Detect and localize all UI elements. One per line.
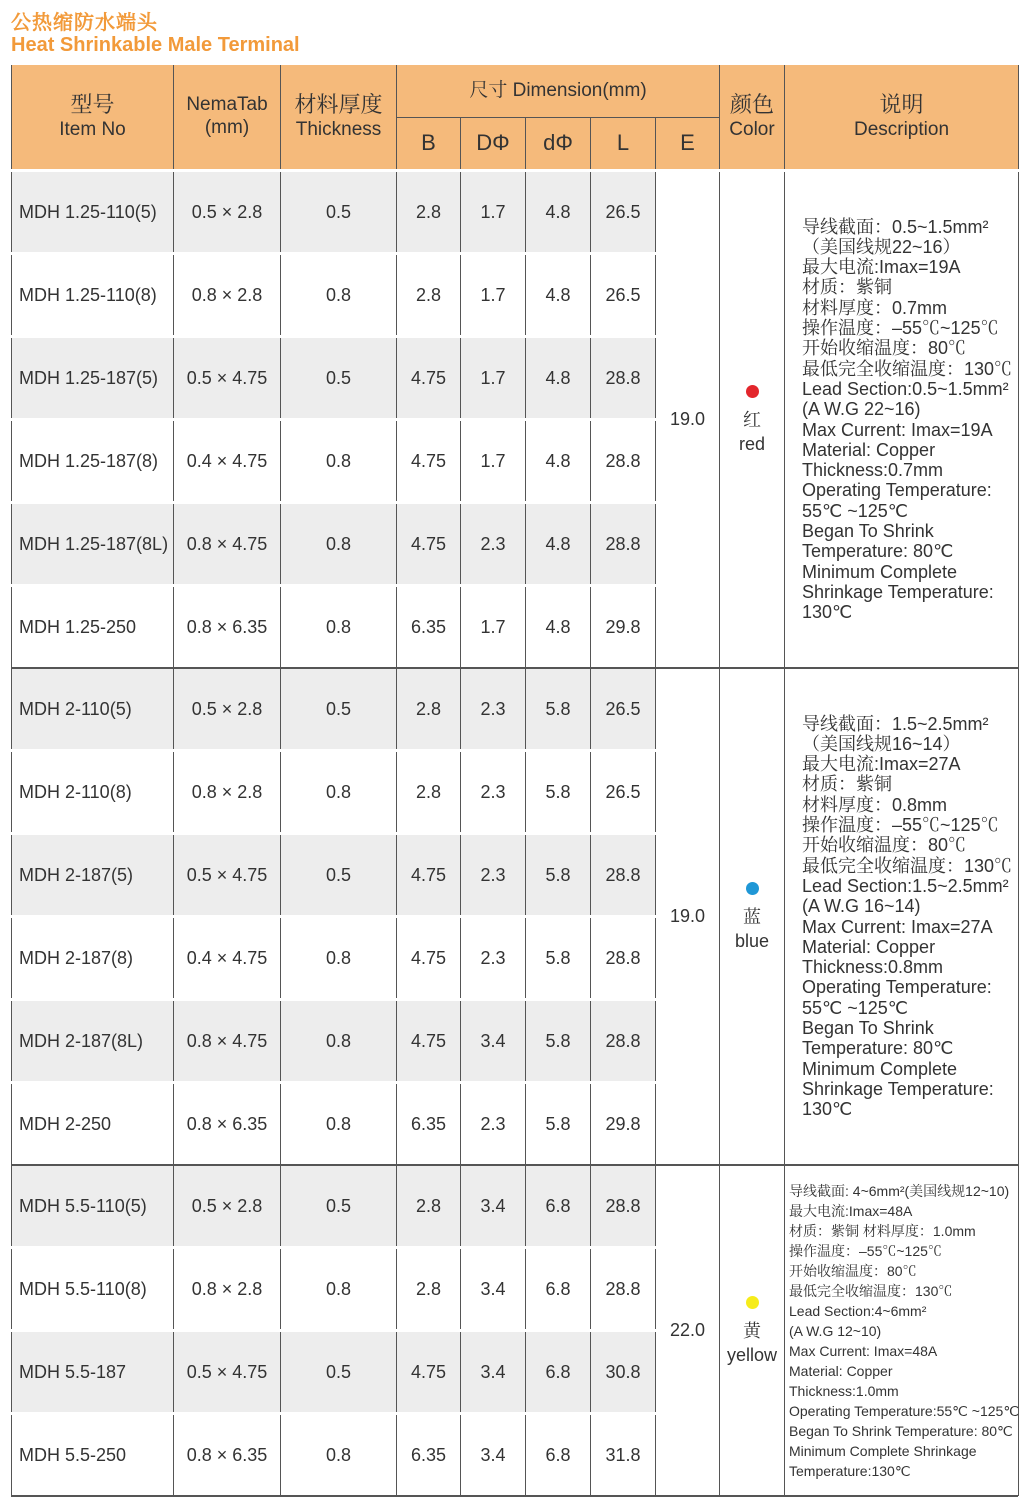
cell-d-outer: 1.7 — [461, 254, 526, 337]
cell-nematab: 0.5 × 4.75 — [174, 834, 281, 917]
cell-item-no: MDH 2-187(8) — [12, 917, 174, 1000]
cell-d-inner: 6.8 — [526, 1414, 591, 1496]
cell-l: 30.8 — [591, 1331, 656, 1414]
cell-thickness: 0.5 — [281, 1165, 397, 1248]
description-line: Temperature: 80℃ — [802, 1038, 954, 1059]
cell-e: 19.0 — [656, 171, 720, 669]
description-line: 导线截面：1.5~2.5mm² — [802, 713, 989, 734]
description-line: 材质：紫铜 — [802, 774, 892, 795]
description-line: 操作温度：–55℃~125℃ — [802, 318, 999, 339]
description-line: Shrinkage Temperature: — [802, 1078, 994, 1099]
cell-thickness: 0.5 — [281, 337, 397, 420]
cell-item-no: MDH 1.25-110(5) — [12, 171, 174, 254]
cell-thickness: 0.8 — [281, 503, 397, 586]
header-d-inner: dΦ — [526, 118, 591, 171]
cell-d-outer: 3.4 — [461, 1331, 526, 1414]
description-line: 导线截面: 4~6mm²(美国线规12~10) — [789, 1182, 1010, 1199]
header-dimension: 尺寸 Dimension(mm) — [397, 65, 720, 118]
description-line: (A W.G 12~10) — [789, 1322, 882, 1339]
description-line: 导线截面：0.5~1.5mm² — [802, 216, 989, 237]
cell-thickness: 0.8 — [281, 1248, 397, 1331]
cell-description — [785, 171, 1019, 669]
description-line: Material: Copper — [789, 1362, 893, 1379]
cell-b: 4.75 — [397, 834, 461, 917]
cell-item-no: MDH 5.5-110(5) — [12, 1165, 174, 1248]
description-line: Operating Temperature: — [802, 480, 992, 501]
cell-item-no: MDH 2-110(8) — [12, 751, 174, 834]
cell-d-inner: 4.8 — [526, 171, 591, 254]
cell-thickness: 0.8 — [281, 1083, 397, 1166]
cell-d-inner: 5.8 — [526, 1000, 591, 1083]
cell-item-no: MDH 2-187(5) — [12, 834, 174, 917]
cell-l: 26.5 — [591, 254, 656, 337]
description-line: 130℃ — [802, 1099, 853, 1120]
cell-l: 28.8 — [591, 420, 656, 503]
description-line: Material: Copper — [802, 936, 936, 957]
cell-d-outer: 2.3 — [461, 751, 526, 834]
cell-item-no: MDH 2-110(5) — [12, 668, 174, 751]
cell-item-no: MDH 5.5-250 — [12, 1414, 174, 1496]
cell-nematab: 0.8 × 6.35 — [174, 586, 281, 669]
cell-l: 28.8 — [591, 1000, 656, 1083]
cell-item-no: MDH 1.25-110(8) — [12, 254, 174, 337]
description-line: (A W.G 16~14) — [802, 896, 921, 917]
cell-l: 26.5 — [591, 668, 656, 751]
description-line: 最低完全收缩温度：130℃ — [802, 855, 1013, 876]
description-line: Began To Shrink — [802, 1017, 934, 1038]
cell-l: 28.8 — [591, 1165, 656, 1248]
cell-d-inner: 5.8 — [526, 834, 591, 917]
cell-e: 19.0 — [656, 668, 720, 1165]
cell-item-no: MDH 5.5-110(8) — [12, 1248, 174, 1331]
cell-d-outer: 2.3 — [461, 668, 526, 751]
description-line: Lead Section:4~6mm² — [789, 1302, 927, 1319]
description-line: 材质：紫铜 材料厚度：1.0mm — [789, 1222, 976, 1239]
cell-l: 28.8 — [591, 917, 656, 1000]
cell-thickness: 0.8 — [281, 1000, 397, 1083]
cell-color — [720, 668, 785, 1165]
spec-table — [11, 65, 1019, 1496]
description-line: Max Current: Imax=48A — [789, 1342, 938, 1359]
header-item-no: 型号 Item No — [12, 65, 174, 171]
cell-thickness: 0.8 — [281, 586, 397, 669]
cell-item-no: MDH 1.25-187(8) — [12, 420, 174, 503]
description-line: 开始收缩温度：80℃ — [802, 338, 967, 359]
cell-nematab: 0.5 × 4.75 — [174, 1331, 281, 1414]
cell-nematab: 0.4 × 4.75 — [174, 917, 281, 1000]
cell-l: 28.8 — [591, 503, 656, 586]
cell-d-outer: 1.7 — [461, 337, 526, 420]
cell-nematab: 0.8 × 6.35 — [174, 1414, 281, 1496]
header-thickness: 材料厚度 Thickness — [281, 65, 397, 171]
cell-item-no: MDH 2-250 — [12, 1083, 174, 1166]
description-line: 最低完全收缩温度：130℃ — [802, 358, 1013, 379]
description-line: Thickness:0.7mm — [802, 460, 944, 481]
cell-b: 4.75 — [397, 1331, 461, 1414]
cell-d-inner: 4.8 — [526, 420, 591, 503]
description-line: 最大电流:Imax=48A — [789, 1202, 913, 1219]
cell-nematab: 0.5 × 2.8 — [174, 1165, 281, 1248]
description-line: (A W.G 22~16) — [802, 399, 921, 420]
header-d-outer: DΦ — [461, 118, 526, 171]
description-line: Operating Temperature:55℃ ~125℃ — [789, 1402, 1020, 1419]
header-b: B — [397, 118, 461, 171]
header-nematab: NemaTab (mm) — [174, 65, 281, 171]
page-title-en: Heat Shrinkable Male Terminal — [11, 34, 300, 56]
color-label-cn: 黄 — [743, 1320, 761, 1341]
cell-description — [785, 1165, 1019, 1496]
cell-item-no: MDH 1.25-187(5) — [12, 337, 174, 420]
cell-d-inner: 6.8 — [526, 1248, 591, 1331]
cell-b: 2.8 — [397, 1165, 461, 1248]
description-line: Minimum Complete Shrinkage — [789, 1442, 977, 1459]
color-dot-icon — [746, 385, 759, 398]
color-label-en: red — [738, 433, 765, 454]
cell-l: 29.8 — [591, 1083, 656, 1166]
cell-item-no: MDH 5.5-187 — [12, 1331, 174, 1414]
cell-e: 22.0 — [656, 1165, 720, 1496]
description-line: 材质：紫铜 — [802, 277, 892, 298]
description-line: 55℃ ~125℃ — [802, 500, 908, 521]
description-line: 材料厚度：0.8mm — [802, 794, 948, 815]
header-l: L — [591, 118, 656, 171]
cell-b: 6.35 — [397, 586, 461, 669]
table-row — [12, 171, 1019, 254]
cell-nematab: 0.4 × 4.75 — [174, 420, 281, 503]
cell-item-no: MDH 2-187(8L) — [12, 1000, 174, 1083]
description-line: 开始收缩温度：80℃ — [789, 1262, 917, 1279]
cell-d-inner: 6.8 — [526, 1165, 591, 1248]
description-line: （美国线规16~14） — [802, 733, 961, 754]
description-line: Thickness:0.8mm — [802, 957, 944, 978]
description-line: Began To Shrink — [802, 520, 934, 541]
table-row — [12, 668, 1019, 751]
description-line: Minimum Complete — [802, 1058, 958, 1079]
cell-nematab: 0.8 × 4.75 — [174, 1000, 281, 1083]
cell-thickness: 0.5 — [281, 171, 397, 254]
cell-d-inner: 4.8 — [526, 503, 591, 586]
description-line: 最大电流:Imax=19A — [802, 257, 961, 278]
description-line: Temperature: 80℃ — [802, 541, 954, 562]
cell-thickness: 0.8 — [281, 420, 397, 503]
cell-d-outer: 1.7 — [461, 586, 526, 669]
color-dot-icon — [746, 1296, 759, 1309]
cell-d-inner: 6.8 — [526, 1331, 591, 1414]
cell-b: 6.35 — [397, 1414, 461, 1496]
cell-d-outer: 1.7 — [461, 171, 526, 254]
description-line: Max Current: Imax=27A — [802, 916, 993, 937]
cell-b: 4.75 — [397, 420, 461, 503]
cell-nematab: 0.8 × 6.35 — [174, 1083, 281, 1166]
cell-color — [720, 1165, 785, 1496]
cell-l: 28.8 — [591, 834, 656, 917]
cell-d-inner: 5.8 — [526, 1083, 591, 1166]
color-label-en: blue — [734, 930, 770, 951]
description-line: Lead Section:0.5~1.5mm² — [802, 378, 1009, 399]
cell-b: 2.8 — [397, 171, 461, 254]
cell-l: 28.8 — [591, 337, 656, 420]
cell-d-outer: 3.4 — [461, 1165, 526, 1248]
cell-description — [785, 668, 1019, 1165]
cell-nematab: 0.5 × 2.8 — [174, 668, 281, 751]
cell-b: 4.75 — [397, 503, 461, 586]
cell-thickness: 0.8 — [281, 917, 397, 1000]
color-label-en: yellow — [726, 1344, 778, 1365]
description-line: Lead Section:1.5~2.5mm² — [802, 875, 1009, 896]
header-color: 颜色 Color — [720, 65, 785, 171]
description-line: 130℃ — [802, 602, 853, 623]
color-label-cn: 蓝 — [743, 906, 761, 927]
color-dot-icon — [746, 882, 759, 895]
cell-d-outer: 2.3 — [461, 503, 526, 586]
cell-d-inner: 5.8 — [526, 917, 591, 1000]
cell-thickness: 0.8 — [281, 254, 397, 337]
cell-b: 2.8 — [397, 668, 461, 751]
cell-d-outer: 2.3 — [461, 1083, 526, 1166]
color-label-cn: 红 — [743, 409, 761, 430]
cell-l: 31.8 — [591, 1414, 656, 1496]
cell-b: 2.8 — [397, 254, 461, 337]
cell-thickness: 0.5 — [281, 1331, 397, 1414]
header-description: 说明 Description — [785, 65, 1019, 171]
cell-item-no: MDH 1.25-187(8L) — [12, 503, 174, 586]
cell-thickness: 0.8 — [281, 1414, 397, 1496]
description-line: 操作温度：–55℃~125℃ — [789, 1242, 942, 1259]
description-line: Began To Shrink Temperature: 80℃ — [789, 1422, 1013, 1439]
cell-b: 2.8 — [397, 1248, 461, 1331]
cell-nematab: 0.8 × 4.75 — [174, 503, 281, 586]
cell-item-no: MDH 1.25-250 — [12, 586, 174, 669]
description-line: （美国线规22~16） — [802, 236, 961, 257]
description-line: 操作温度：–55℃~125℃ — [802, 815, 999, 836]
cell-d-inner: 4.8 — [526, 337, 591, 420]
table-bottom-border — [11, 1495, 1018, 1497]
cell-nematab: 0.8 × 2.8 — [174, 751, 281, 834]
description-line: Temperature:130℃ — [789, 1462, 911, 1479]
cell-thickness: 0.5 — [281, 668, 397, 751]
description-line: 最大电流:Imax=27A — [802, 754, 961, 775]
description-line: Operating Temperature: — [802, 977, 992, 998]
cell-l: 29.8 — [591, 586, 656, 669]
cell-b: 4.75 — [397, 337, 461, 420]
cell-nematab: 0.8 × 2.8 — [174, 254, 281, 337]
cell-d-inner: 5.8 — [526, 751, 591, 834]
cell-thickness: 0.8 — [281, 751, 397, 834]
cell-d-outer: 3.4 — [461, 1248, 526, 1331]
description-line: 材料厚度：0.7mm — [802, 297, 948, 318]
cell-b: 4.75 — [397, 1000, 461, 1083]
cell-d-outer: 3.4 — [461, 1414, 526, 1496]
description-line: Thickness:1.0mm — [789, 1382, 899, 1399]
description-line: 最低完全收缩温度：130℃ — [789, 1282, 953, 1299]
description-line: Minimum Complete — [802, 561, 958, 582]
cell-nematab: 0.5 × 2.8 — [174, 171, 281, 254]
cell-thickness: 0.5 — [281, 834, 397, 917]
description-line: Shrinkage Temperature: — [802, 581, 994, 602]
description-line: Max Current: Imax=19A — [802, 419, 993, 440]
cell-b: 4.75 — [397, 917, 461, 1000]
cell-d-outer: 3.4 — [461, 1000, 526, 1083]
description-line: 55℃ ~125℃ — [802, 997, 908, 1018]
cell-l: 26.5 — [591, 751, 656, 834]
cell-b: 6.35 — [397, 1083, 461, 1166]
cell-d-outer: 2.3 — [461, 917, 526, 1000]
cell-d-inner: 4.8 — [526, 586, 591, 669]
cell-b: 2.8 — [397, 751, 461, 834]
cell-nematab: 0.8 × 2.8 — [174, 1248, 281, 1331]
description-line: 开始收缩温度：80℃ — [802, 835, 967, 856]
cell-d-inner: 5.8 — [526, 668, 591, 751]
cell-d-outer: 2.3 — [461, 834, 526, 917]
cell-d-inner: 4.8 — [526, 254, 591, 337]
header-e: E — [656, 118, 720, 171]
cell-l: 28.8 — [591, 1248, 656, 1331]
cell-nematab: 0.5 × 4.75 — [174, 337, 281, 420]
cell-color — [720, 171, 785, 669]
table-row — [12, 1165, 1019, 1248]
cell-l: 26.5 — [591, 171, 656, 254]
cell-d-outer: 1.7 — [461, 420, 526, 503]
page-title-cn: 公热缩防水端头 — [11, 10, 158, 34]
description-line: Material: Copper — [802, 439, 936, 460]
